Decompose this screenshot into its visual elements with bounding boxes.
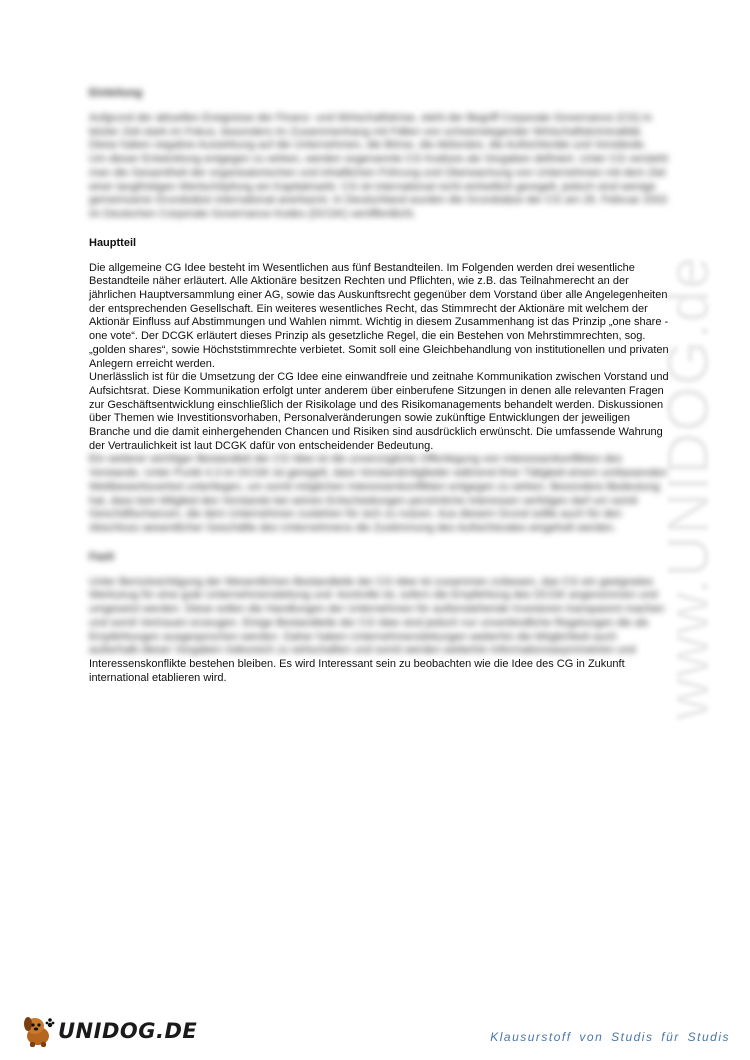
einleitung-paragraph-1: Aufgrund der aktuellen Ereignisse der Finanz- und Wirtschaftskrise, steht der Begriff Corporate Governance (CG) in letzter Zeit stark im Fokus, besonders im Zusammenhang mit Fällen von schwerwiegender Wirtschaftskriminalität. Diese haben negative Auswirkung auf die Unternehmen, die Börse, die Aktionäre, die Aufsichtsräte und Vorstände. [89, 112, 652, 152]
einleitung-paragraph-2: Um dieser Entwicklung entgegen zu wirken, werden sogenannte CG Kodizes als Vorgaben definiert. Unter CG versteht man die Gesamtheit der organisatorischen und inhaltlichen Führung und Überwachung von Unternehmen mit dem Ziel einer langfristigen Wertschöpfung am Kapitalmarkt. CG ist international nicht einheitlich geregelt, jedoch sind wenige gemeinsame Grundsätze international anerkannt. In Deutschland wurden die Grundsätze der CG am 26. Februar 2002 im Deutschen Corporate Governance Kodex (DCGK) veröffentlicht. [89, 153, 669, 220]
heading-hauptteil: Hauptteil [89, 236, 137, 249]
watermark: www.UNIDOG.de [656, 255, 721, 720]
section-fazit [89, 550, 669, 686]
hauptteil-paragraph-2: Unerlässlich ist für die Umsetzung der CG Idee eine einwandfreie und zeitnahe Kommunikation zwischen Vorstand und Aufsichtsrat. Diese Kommunikation erfolgt unter anderem über einberufene Sitzungen in denen alle relevanten Fragen zur Geschäftsentwicklung einschließlich der Risikolage und des Risikomanagements behandelt werden. Diskussionen über Themen wie Investitionsvorhaben, Personalveränderungen sowie zukünftige Entwicklungen der jeweiligen Branche und die damit einhergehenden Chancen und Risiken sind ausdrücklich erwünscht. Die umfassende Wahrung der Vertraulichkeit ist laut DCGK dafür von entscheidender Bedeutung. [89, 371, 669, 452]
document-content [89, 86, 669, 685]
fazit-paragraph-visible: Interessenskonflikte bestehen bleiben. Es wird Interessant sein zu beobachten wie die Idee des CG in Zukunft international etablieren wird. [89, 657, 625, 684]
hauptteil-paragraph-3: Ein weiterer wichtiger Bestandteil der CG Idee ist die unverzügliche Offenlegung von Interessenkonflikten des Vorstands. Unter Punkt 4.3 im DCGK ist geregelt, dass Vorstandmitglieder während ihrer Tätigkeit einem umfassenden Wettbewerbsverbot unterliegen, um somit möglichen Interessenkonflikten entgegen zu wirken. Besondere Bedeutung hat, dass kein Mitglied des Vorstands bei seinen Entscheidungen persönliche Interessen verfolgen darf um somit Geschäftschancen, die dem Unternehmen zustehen für sich zu nutzen. Aus diesem Grund sollte auch für den Abschluss wesentlicher Geschäfte des Unternehmens die Zustimmung des Aufsichtsrates eingeholt werden. [89, 453, 668, 534]
dog-mascot-icon [20, 1014, 56, 1048]
section-einleitung [89, 86, 669, 222]
fazit-paragraph-blurred: Unter Berücksichtigung der Wesentlichen Bestandteile der CG Idee ist zusammen zufassen, das CG ein geeignetes Werkzeug für eine gute Unternehmensleitung und -kontrolle ist, sofern die Empfehlung des DCGK angenommen und umgesetzt werden. Diese sollen die Handlungen der Unternehmen für außenstehende Investoren transparent machen und somit Vertrauen erzeugen. Einige Bestandteile der CG Idee sind jedoch nur unverbindliche Regelungen die als Empfehlungen ausgesprochen werden. Daher haben Unternehmensleitungen weiterhin die Möglichkeit auch außerhalb dieser Vorgaben risikoreich zu wirtschaften und somit werden weiterhin Informationsasymmetrien und [89, 575, 665, 657]
heading-einleitung: Einleitung [89, 87, 143, 99]
section-hauptteil [89, 236, 669, 536]
footer-tagline: Klausurstoff von Studis für Studis [490, 1030, 730, 1044]
page-footer [0, 1010, 750, 1060]
hauptteil-paragraph-1: Die allgemeine CG Idee besteht im Wesentlichen aus fünf Bestandteilen. Im Folgenden werden drei wesentliche Bestandteile näher erläutert. Alle Aktionäre besitzen Rechten und Pflichten, wie z.B. das Teilnahmerecht an der jährlichen Hauptversammlung einer AG, sowie das Auskunftsrecht gegenüber dem Vorstand über alle Angelegenheiten der entsprechenden Gesellschaft. Ein weiteres wesentliches Recht, das Stimmrecht der Aktionäre mit welchem der Aktionär Einfluss auf Abstimmungen und Wahlen nimmt. Wichtig in diesem Zusammenhang ist das Prinzip „one share - one vote“. Der DCGK erläutert dieses Prinzip als gesetzliche Regel, die ein Bestehen von Mehrstimmrechten, sog. „golden shares“, sowie Höchststimmrechte verbietet. Somit soll eine Gleichbehandlung von institutionellen und privaten Anlegern erreicht werden. [89, 261, 669, 370]
logo-text: UNIDOG.DE [58, 1019, 198, 1043]
heading-fazit: Fazit [89, 550, 115, 563]
unidog-logo[interactable] [20, 1014, 197, 1048]
